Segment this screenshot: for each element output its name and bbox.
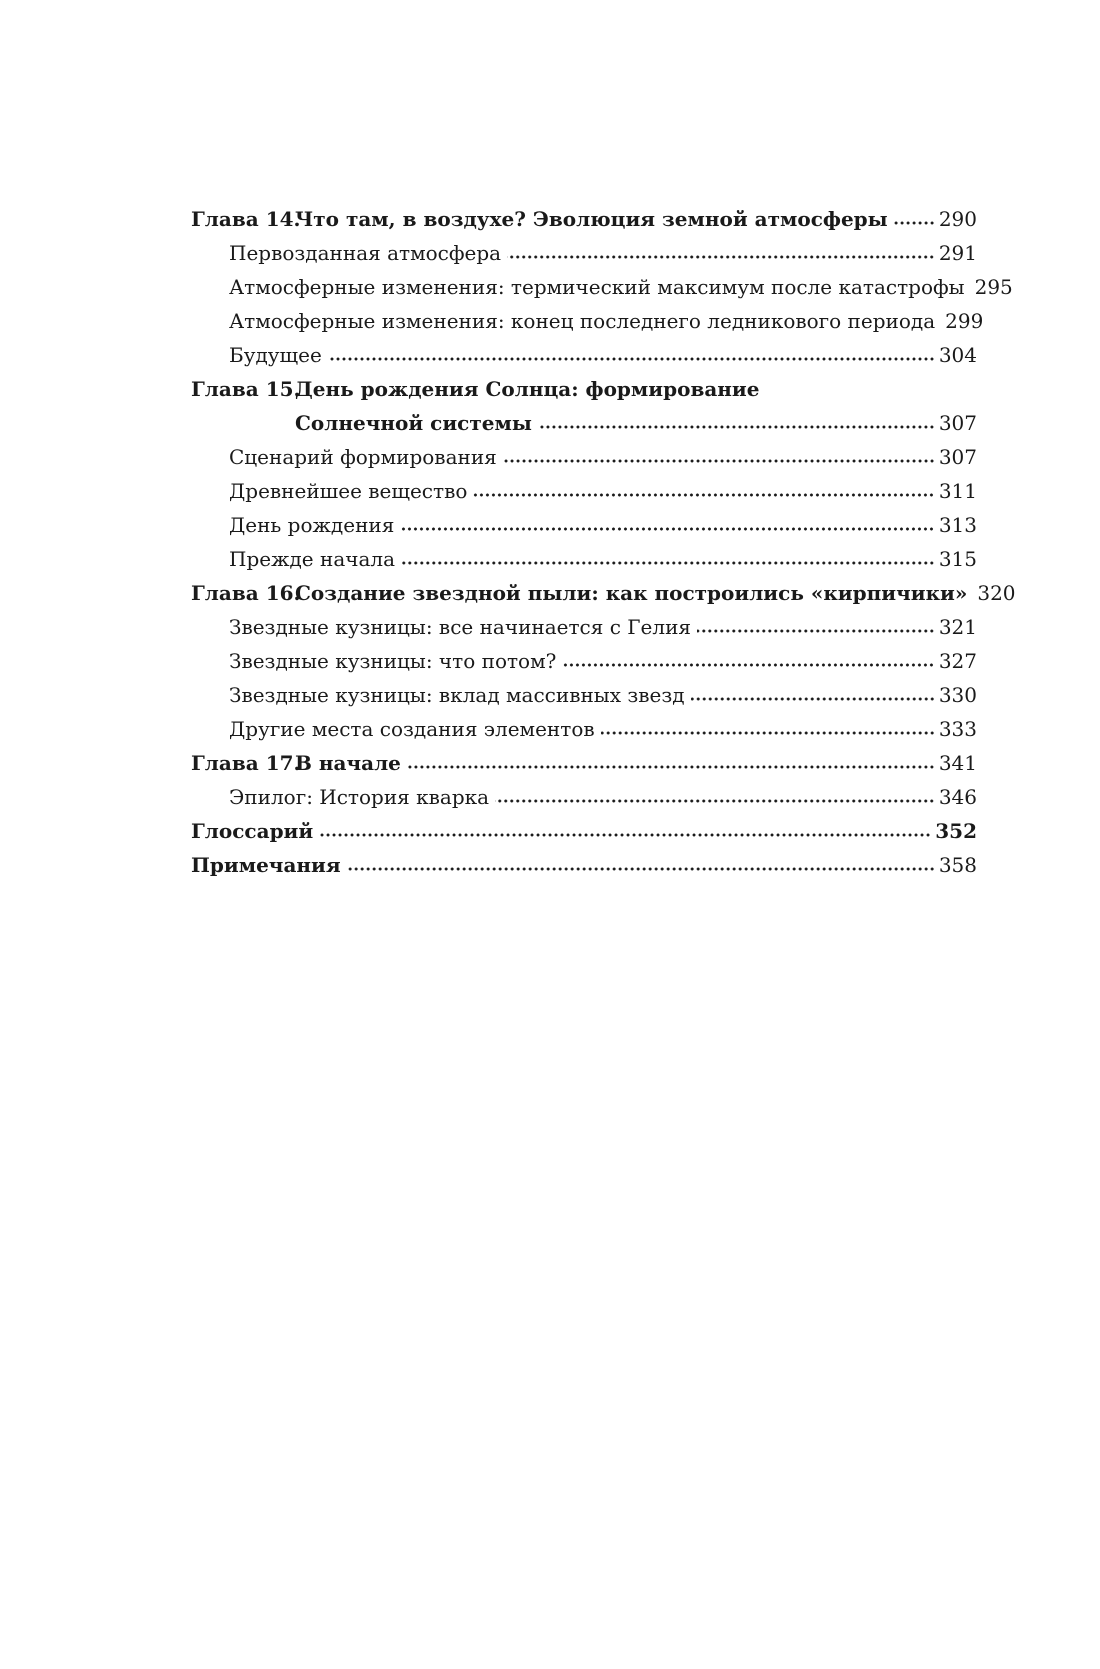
section-title: Звездные кузницы: вклад массивных звезд <box>229 682 685 707</box>
toc-entry-section[interactable] <box>229 268 1013 305</box>
page-number: 307 <box>938 444 977 469</box>
section-title: Эпилог: История кварка <box>229 784 490 809</box>
dot-leader <box>894 221 935 225</box>
chapter-number: Глава 16. <box>191 580 301 605</box>
page-number: 320 <box>977 580 1016 605</box>
page-number: 315 <box>938 546 977 571</box>
page-number: 311 <box>938 478 977 503</box>
toc-entry-section[interactable] <box>229 438 977 475</box>
section-title: Сценарий формирования <box>229 444 497 469</box>
section-title: Атмосферные изменения: конец последнего ледникового периода <box>229 308 936 333</box>
dot-leader <box>697 629 935 633</box>
dot-leader <box>503 459 935 463</box>
chapter-number: Глава 15. <box>191 376 301 401</box>
toc-entry-section[interactable] <box>229 642 977 679</box>
section-title: Прежде начала <box>229 546 396 571</box>
toc-entry-section[interactable] <box>229 540 977 577</box>
section-title: Первозданная атмосфера <box>229 240 502 265</box>
page-number: 321 <box>938 614 977 639</box>
dot-leader <box>319 833 931 837</box>
page-number: 327 <box>938 648 977 673</box>
toc-entry-chapter-15-continued[interactable] <box>295 404 977 441</box>
toc-entry-chapter-15[interactable] <box>191 370 977 407</box>
page-number: 330 <box>938 682 977 707</box>
toc-entry-chapter-16[interactable] <box>191 574 1016 611</box>
toc-entry-notes[interactable] <box>191 846 977 883</box>
toc-entry-section[interactable] <box>229 778 977 815</box>
chapter-number: Глава 17. <box>191 750 301 775</box>
page-number: 291 <box>938 240 977 265</box>
dot-leader <box>495 799 935 803</box>
page-number: 346 <box>938 784 977 809</box>
toc-entry-section[interactable] <box>229 234 977 271</box>
chapter-title: В начале <box>295 750 401 775</box>
page-number: 290 <box>938 206 977 231</box>
dot-leader <box>473 493 934 497</box>
toc-entry-section[interactable] <box>229 710 977 747</box>
toc-entry-section[interactable] <box>229 676 977 713</box>
chapter-title: Что там, в воздухе? Эволюция земной атмосферы <box>295 206 888 231</box>
page-number: 341 <box>938 750 977 775</box>
page-number: 352 <box>935 818 977 843</box>
dot-leader <box>691 697 935 701</box>
dot-leader <box>562 663 934 667</box>
section-title: Звездные кузницы: все начинается с Гелия <box>229 614 692 639</box>
dot-leader <box>401 561 935 565</box>
dot-leader <box>328 357 935 361</box>
page-number: 295 <box>974 274 1013 299</box>
matter-title: Глоссарий <box>191 818 314 843</box>
toc-entry-section[interactable] <box>229 336 977 373</box>
chapter-title: Создание звездной пыли: как построились «кирпичики» <box>295 580 968 605</box>
toc-entry-section[interactable] <box>229 302 984 339</box>
page-number: 313 <box>938 512 977 537</box>
section-title: День рождения <box>229 512 395 537</box>
chapter-number: Глава 14. <box>191 206 301 231</box>
chapter-title-continued: Солнечной системы <box>295 410 532 435</box>
toc-entry-section[interactable] <box>229 472 977 509</box>
section-title: Звездные кузницы: что потом? <box>229 648 557 673</box>
section-title: Другие места создания элементов <box>229 716 595 741</box>
page-number: 307 <box>938 410 977 435</box>
section-title: Атмосферные изменения: термический максимум после катастрофы <box>229 274 965 299</box>
dot-leader <box>507 255 935 259</box>
toc-entry-chapter-17[interactable] <box>191 744 977 781</box>
dot-leader <box>407 765 935 769</box>
toc-entry-section[interactable] <box>229 608 977 645</box>
toc-entry-chapter-14[interactable] <box>191 200 977 237</box>
page-number: 358 <box>938 852 977 877</box>
dot-leader <box>601 731 935 735</box>
dot-leader <box>347 867 935 871</box>
page-number: 299 <box>945 308 984 333</box>
toc-entry-section[interactable] <box>229 506 977 543</box>
page-number: 333 <box>938 716 977 741</box>
page-number: 304 <box>938 342 977 367</box>
toc-entry-glossary[interactable] <box>191 812 977 849</box>
chapter-title: День рождения Солнца: формирование <box>295 376 760 401</box>
matter-title: Примечания <box>191 852 341 877</box>
section-title: Будущее <box>229 342 322 367</box>
section-title: Древнейшее вещество <box>229 478 468 503</box>
dot-leader <box>400 527 934 531</box>
dot-leader <box>538 425 935 429</box>
